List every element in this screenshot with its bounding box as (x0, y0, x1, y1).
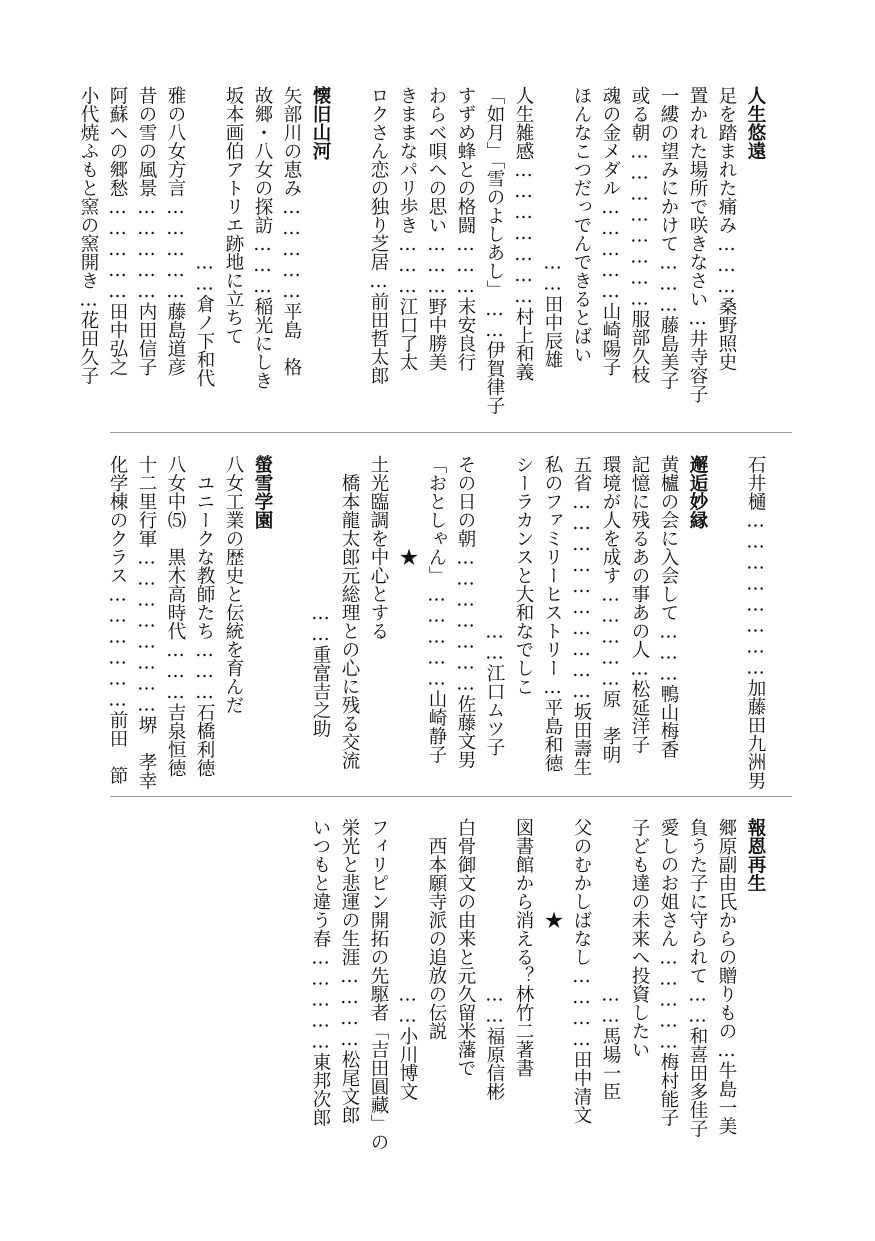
toc-entry: 八女工業の歴史と伝統を育んだ (223, 455, 244, 714)
toc-entry: 十二里行軍……………………堺 孝幸 (136, 455, 157, 790)
toc-entry: 土光臨調を中心とする (368, 455, 389, 640)
toc-entry: 魂の金メダル……………山崎陽子 (600, 86, 621, 376)
toc-entry: 石井樋……………………加藤田九洲男 (745, 455, 766, 790)
toc-entry: 小代焼ふもと窯の窯開き…花田久子 (78, 86, 99, 385)
toc-entry: 化学棟のクラス………………前田 節 (107, 455, 128, 785)
toc-entry: 一縷の望みにかけて………藤島美子 (658, 86, 679, 390)
toc-entry: 図書館から消える？林竹二著書 (513, 818, 534, 1077)
toc-section-upper (74, 86, 770, 426)
blank-line (277, 455, 306, 775)
toc-entry: きままなパリ歩き………江口了太 (397, 86, 418, 371)
toc-entry: 置かれた場所で咲きなさい…井寺容子 (687, 86, 708, 403)
toc-entry: フィリピン開拓の先駆者「吉田圓藏」の (368, 818, 389, 1151)
section-heading: 報恩再生 (745, 818, 766, 892)
toc-entry: 私のファミリーヒストリー…平島和徳 (542, 455, 563, 772)
section-heading: 邂逅妙縁 (687, 455, 708, 529)
toc-entry: 八女中⑸ 黒木高時代………吉泉恒徳 (165, 455, 186, 777)
toc-entry: 昔の雪の風景……………内田信子 (136, 86, 157, 376)
toc-entry: 子ども達の未来へ投資したい (629, 818, 650, 1059)
toc-entry: ロクさん恋の独り芝居…前田哲太郎 (368, 86, 389, 385)
toc-entry: 黄櫨の会に入会して………鴨山梅香 (658, 455, 679, 759)
toc-entry: 西本願寺派の追放の伝説 (426, 818, 447, 1040)
toc-entry: 矢部川の恵み……………平島 格 (281, 86, 302, 376)
toc-entry: ユニークな教師たち………石橋利徳 (194, 455, 215, 777)
toc-entry: 阿蘇への郷愁……………田中弘之 (107, 86, 128, 376)
star-divider-icon: ★ (397, 455, 418, 566)
toc-entry: ……小川博文 (397, 818, 418, 1101)
blank-line (335, 86, 364, 426)
toc-entry: ……重富吉之助 (310, 455, 331, 738)
toc-entry: 橋本龍太郎元総理との心に残る交流 (339, 455, 360, 770)
toc-entry: その日の朝…………………佐藤文男 (455, 455, 476, 769)
toc-entry: 故郷・八女の探訪………稲光にしき (252, 86, 273, 390)
toc-entry: いつもと違う春……………東邦次郎 (310, 818, 331, 1127)
toc-entry: 栄光と悲運の生涯…………松尾文郎 (339, 818, 360, 1124)
toc-entry: 父のむかしばなし…………田中清文 (571, 818, 592, 1124)
toc-entry: 環境が人を成す……………原 孝明 (600, 455, 621, 764)
toc-entry: ……倉ノ下和代 (194, 86, 215, 387)
toc-entry: 坂本画伯アトリエ跡地に立ちて (223, 86, 244, 345)
toc-entry: わらべ唄への思い………野中勝美 (426, 86, 447, 371)
toc-entry: 五省…………………………坂田壽生 (571, 455, 592, 776)
toc-section-lower (306, 818, 770, 1151)
toc-entry: 或る朝……………………服部久枝 (629, 86, 650, 384)
toc-entry: 人生雑感…………………村上和義 (513, 86, 534, 381)
section-heading: 人生悠遠 (745, 86, 766, 160)
toc-section-middle (103, 455, 770, 790)
section-divider-lower (110, 796, 792, 797)
toc-entry: ほんなこつだっでんできるとばい (571, 86, 592, 364)
toc-entry: 雅の八女方言……………藤島道彦 (165, 86, 186, 376)
section-divider-upper (110, 432, 792, 433)
toc-entry: ……田中辰雄 (542, 86, 563, 369)
toc-entry: ……江口ムツ子 (484, 455, 505, 756)
section-heading: 懐旧山河 (310, 86, 331, 160)
toc-entry: 負うた子に守られて……和喜田多佳子 (687, 818, 708, 1138)
toc-entry: 郷原副由氏からの贈りもの…牛島一美 (716, 818, 737, 1135)
toc-entry: 白骨御文の由来と元久留米藩で (455, 818, 476, 1077)
toc-entry: すずめ蜂との格闘………末安良行 (455, 86, 476, 371)
toc-entry: 愛しのお姐さん……………梅村能子 (658, 818, 679, 1127)
toc-entry: ……福原信彬 (484, 818, 505, 1101)
toc-entry: 「おとしゃん」……………山崎静子 (426, 455, 447, 764)
toc-entry: シーラカンスと大和なでしこ (513, 455, 534, 696)
star-divider-icon: ★ (542, 818, 563, 929)
toc-entry: ……馬場一臣 (600, 818, 621, 1101)
section-heading: 螢雪学園 (252, 455, 273, 529)
toc-entry: 「如月」「雪のよしあし」……伊賀律子 (484, 86, 505, 415)
toc-entry: 記憶に残るあの事あの人…松延洋子 (629, 455, 650, 754)
blank-line (712, 455, 741, 775)
toc-entry: 足を踏まれた痛み………桑野照史 (716, 86, 737, 371)
